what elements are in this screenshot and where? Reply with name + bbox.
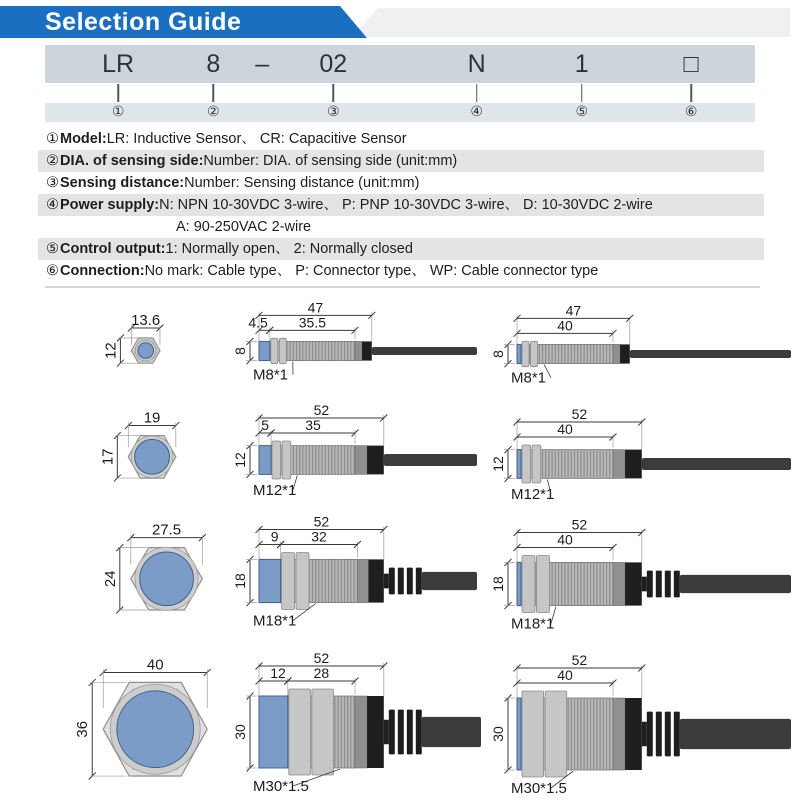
dim-label: 28: [313, 665, 330, 681]
thread-spec: M8*1: [511, 369, 547, 387]
model-tick: [581, 84, 583, 102]
sensor-body: [517, 555, 791, 612]
dim-label: 8: [232, 347, 248, 355]
strain-relief: [398, 710, 404, 755]
model-code-bar: [45, 45, 755, 83]
circled-number: ①: [111, 104, 125, 120]
strain-relief: [416, 568, 422, 595]
legend-number: ⑥: [46, 263, 59, 279]
model-tick: [213, 84, 215, 102]
sensing-face: [259, 446, 271, 475]
m18-side-view: [225, 505, 483, 642]
sensing-face: [117, 691, 194, 768]
legend-number: ⑤: [46, 241, 59, 257]
rear-cap: [362, 341, 372, 360]
dim-label: 35: [305, 416, 321, 433]
sensing-face: [517, 698, 521, 770]
nut: [531, 341, 538, 366]
nut: [282, 441, 291, 479]
strain-relief: [674, 571, 680, 598]
nut: [289, 689, 311, 775]
sensor-body: [259, 689, 481, 775]
dim-label: 4.5: [248, 314, 268, 331]
dim-label: 40: [557, 317, 573, 334]
circled-number: ③: [326, 104, 340, 120]
legend-number: ④: [46, 197, 59, 213]
sensing-face: [517, 344, 521, 363]
cable: [422, 572, 477, 590]
dim-label: 36: [74, 720, 92, 738]
thread-spec: M18*1: [253, 612, 297, 630]
legend-row: [38, 172, 764, 194]
legend-text: No mark: Cable type、 P: Connector type、 WP: Cable connector type: [144, 263, 599, 279]
page-title: Selection Guide: [45, 8, 242, 36]
thread-spec: M12*1: [511, 486, 555, 504]
dim-label: 40: [557, 667, 573, 683]
legend-row: [38, 150, 764, 172]
strain-relief: [398, 568, 404, 595]
legend-number: ①: [46, 131, 59, 147]
dim-label: 18: [490, 576, 506, 592]
legend-text: Number: Sensing distance (unit:mm): [184, 175, 420, 191]
rear-cap: [367, 696, 384, 768]
dim-label: 52: [313, 401, 330, 418]
strain-relief: [647, 571, 653, 598]
header-background-strip: [352, 8, 790, 37]
m8-front-view: [75, 303, 199, 393]
dim-label: 47: [565, 302, 582, 319]
legend-number: ②: [46, 153, 59, 169]
dim-label: 12: [232, 452, 248, 468]
legend-label: Control output:: [60, 241, 166, 257]
strain-relief: [416, 710, 422, 755]
m30-flush-side-view: [487, 642, 797, 805]
sensor-body: [517, 691, 791, 777]
model-segment: LR: [102, 50, 135, 78]
strain-relief: [656, 571, 662, 598]
strain-relief: [407, 710, 413, 755]
model-tick: [690, 84, 692, 102]
thread-spec: M8*1: [253, 366, 289, 384]
sensing-face: [259, 696, 288, 768]
dim-label: 52: [571, 405, 588, 422]
nut: [536, 555, 549, 612]
legend-row: [38, 260, 764, 282]
model-segment: –: [255, 50, 270, 78]
nut: [522, 445, 531, 483]
rear-cap: [625, 450, 642, 479]
legend-row: [38, 216, 764, 238]
model-code-ticks: [45, 84, 755, 102]
legend-label: DIA. of sensing side:: [60, 153, 204, 169]
dim-label: 47: [307, 299, 324, 316]
legend-text: LR: Inductive Sensor、 CR: Capacitive Sensor: [106, 131, 407, 147]
m18-flush-side-view: [487, 508, 797, 645]
m30-front-view: [23, 643, 255, 802]
m12-side-view: [225, 396, 483, 513]
circled-number: ⑥: [684, 104, 698, 120]
cable: [630, 350, 791, 358]
legend-label: Connection:: [60, 263, 145, 279]
dim-label: 13.6: [131, 312, 161, 329]
circled-number: ②: [206, 104, 220, 120]
strain-relief: [665, 712, 671, 757]
rear-cap: [625, 562, 642, 605]
strain-relief: [389, 710, 395, 755]
m8-flush-side-view: [487, 296, 797, 401]
m30-side-view: [225, 638, 487, 805]
nut: [296, 552, 309, 609]
section-divider: [45, 286, 760, 288]
legend-label: Sensing distance:: [60, 175, 185, 191]
nut: [522, 691, 544, 777]
model-segment: 1: [574, 50, 589, 78]
sensor-body: [259, 338, 477, 363]
legend-row: [38, 238, 764, 260]
legend-row: [38, 194, 764, 216]
sensing-face: [138, 343, 154, 359]
sensor-body: [259, 552, 477, 609]
dim-label: 52: [313, 513, 330, 530]
legend-text: A: 90-250VAC 2-wire: [176, 219, 312, 235]
dim-label: 12: [270, 665, 286, 681]
model-tick: [476, 84, 478, 102]
cable: [384, 454, 477, 466]
legend-text: N: NPN 10-30VDC 3-wire、 P: PNP 10-30VDC 3-wire、 D: 10-30VDC 2-wire: [159, 197, 653, 213]
thread-spec: M30*1.5: [511, 780, 567, 797]
cable: [642, 458, 791, 470]
dim-label: 9: [270, 528, 279, 545]
thread-spec: M18*1: [511, 615, 555, 633]
m12-flush-side-view: [487, 400, 797, 517]
sensing-face: [140, 552, 194, 606]
sensing-face: [517, 450, 521, 479]
nut: [522, 555, 535, 612]
model-code-number-bar: [45, 103, 755, 122]
sensing-face: [135, 439, 170, 474]
nut: [279, 338, 286, 363]
sensing-face: [517, 562, 521, 605]
sensing-face: [259, 341, 270, 360]
sensor-body: [259, 441, 477, 479]
legend-text: Number: DIA. of sensing side (unit:mm): [203, 153, 458, 169]
rear-cap: [367, 446, 384, 475]
model-segment: □: [683, 50, 699, 78]
legend-label: Model:: [60, 131, 107, 147]
thread-spec: M12*1: [253, 482, 297, 500]
dim-label: 52: [313, 650, 330, 666]
cable: [680, 575, 791, 593]
legend: [38, 128, 764, 282]
nut: [532, 445, 541, 483]
rear-cap: [620, 344, 630, 363]
circled-number: ④: [470, 104, 483, 120]
cable: [422, 717, 481, 747]
sensor-body: [517, 445, 791, 483]
nut: [272, 441, 281, 479]
nut: [312, 689, 334, 775]
dim-label: 40: [557, 420, 573, 437]
strain-relief: [407, 568, 413, 595]
model-tick: [333, 84, 335, 102]
dim-label: 17: [99, 448, 117, 466]
m12-front-view: [62, 398, 220, 508]
strain-relief: [674, 712, 680, 757]
cable: [372, 347, 477, 355]
dim-label: 27.5: [151, 521, 182, 539]
strain-relief: [656, 712, 662, 757]
dim-label: 40: [146, 656, 164, 674]
nut: [282, 552, 295, 609]
thread-spec: M30*1.5: [253, 778, 309, 795]
dim-label: 12: [102, 342, 120, 359]
model-segment: 8: [206, 50, 221, 78]
m8-side-view: [225, 293, 483, 398]
dim-label: 19: [143, 409, 161, 427]
model-segment: N: [467, 50, 486, 78]
strain-relief: [647, 712, 653, 757]
nut: [522, 341, 529, 366]
model-tick: [117, 84, 119, 102]
nut: [545, 691, 567, 777]
legend-label: Power supply:: [60, 197, 160, 213]
circled-number: ⑤: [575, 104, 589, 120]
dim-label: 18: [232, 573, 248, 589]
dim-label: 24: [101, 570, 119, 588]
dim-label: 32: [311, 528, 327, 545]
strain-relief: [389, 568, 395, 595]
model-segment: 02: [319, 50, 348, 78]
dim-label: 5: [261, 416, 269, 433]
sensor-body: [517, 341, 791, 366]
dim-label: 12: [490, 456, 506, 472]
sensing-face: [259, 559, 281, 602]
dim-label: 40: [557, 531, 573, 548]
legend-row: [38, 128, 764, 150]
legend-number: ③: [46, 175, 59, 191]
strain-relief: [665, 571, 671, 598]
dim-label: 52: [571, 652, 588, 668]
legend-text: 1: Normally open、 2: Normally closed: [165, 241, 413, 257]
dim-label: 30: [490, 726, 506, 742]
dim-label: 8: [490, 350, 506, 358]
dim-label: 52: [571, 516, 588, 533]
nut: [271, 338, 278, 363]
cable: [680, 719, 791, 749]
rear-cap: [368, 559, 383, 602]
rear-cap: [625, 698, 642, 770]
dim-label: 35.5: [298, 314, 327, 331]
dim-label: 30: [232, 724, 248, 740]
